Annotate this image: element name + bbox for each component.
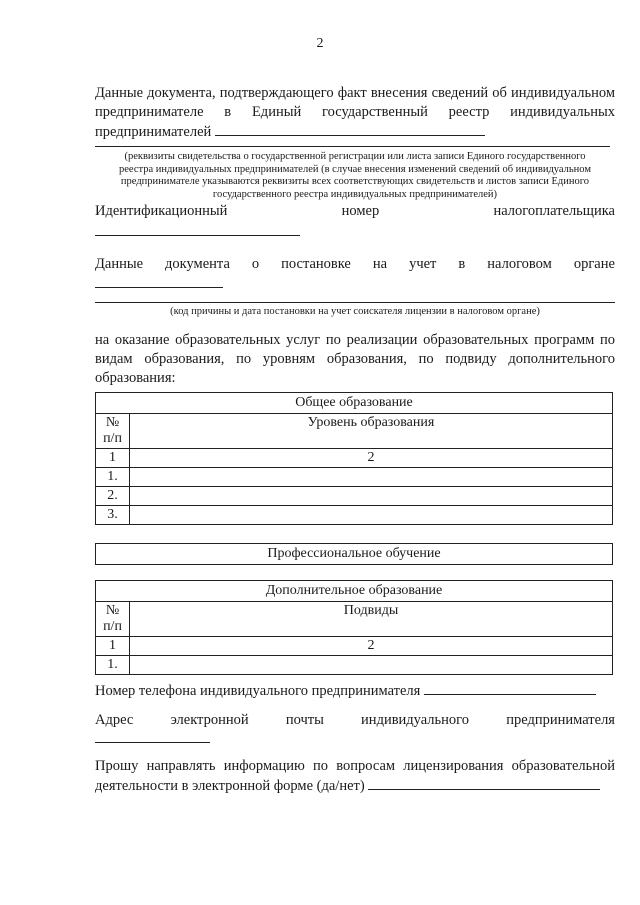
electronic-info-label: деятельности в электронной форме (да/нет) bbox=[95, 778, 365, 794]
general-education-index-1: 1 bbox=[96, 449, 130, 468]
table-row bbox=[96, 487, 613, 506]
registry-data-label: Данные документа, подтверждающего факт внесения сведений об индивидуальном предпринимателе в Единый государственный реестр индивидуальных предпринимателей bbox=[95, 85, 615, 140]
general-education-index-2: 2 bbox=[130, 449, 613, 468]
additional-education-row-num: 1. bbox=[96, 656, 130, 675]
additional-education-title: Дополнительное образование bbox=[96, 581, 613, 602]
additional-education-index-2: 2 bbox=[130, 637, 613, 656]
additional-education-table bbox=[95, 580, 613, 675]
tin-field[interactable] bbox=[95, 235, 300, 236]
tax-registration-caption: (код причины и дата постановки на учет соискателя лицензии в налоговом органе) bbox=[170, 306, 540, 317]
general-education-row-value[interactable] bbox=[130, 468, 613, 487]
services-paragraph: на оказание образовательных услуг по реализации образовательных программ по видам образования, по уровням образования, по подвиду дополнительного образования: bbox=[95, 332, 615, 386]
tin-label: Идентификационный номер налогоплательщика bbox=[95, 203, 615, 219]
general-education-row-num: 1. bbox=[96, 468, 130, 487]
general-education-title: Общее образование bbox=[96, 393, 613, 414]
additional-education-col-name: Подвиды bbox=[130, 602, 613, 637]
page-number: 2 bbox=[316, 36, 324, 51]
registry-data-paragraph bbox=[95, 84, 615, 142]
general-education-col-name: Уровень образования bbox=[130, 414, 613, 449]
additional-education-index-1: 1 bbox=[96, 637, 130, 656]
tax-registration-field[interactable] bbox=[95, 287, 223, 288]
registry-data-field-line[interactable] bbox=[95, 146, 610, 147]
table-row bbox=[96, 506, 613, 525]
email-field[interactable] bbox=[95, 742, 210, 743]
general-education-col-num: № п/п bbox=[96, 414, 130, 449]
general-education-table bbox=[95, 392, 613, 525]
general-education-row-value[interactable] bbox=[130, 487, 613, 506]
professional-training-title: Профессиональное обучение bbox=[96, 544, 613, 565]
tax-registration-field-line[interactable] bbox=[95, 302, 615, 303]
table-row bbox=[96, 468, 613, 487]
email-label: Адрес электронной почты индивидуального предпринимателя bbox=[95, 712, 615, 728]
electronic-info-row bbox=[95, 776, 615, 795]
registry-data-field[interactable] bbox=[215, 122, 485, 136]
general-education-row-num: 3. bbox=[96, 506, 130, 525]
phone-row bbox=[95, 681, 615, 700]
registry-data-caption: (реквизиты свидетельства о государственной регистрации или листа записи Единого государственного реестра индивидуальных предпринимателей (в случае внесения изменений сведений об индивидуальном предпринимателе указываются реквизиты всех соответствующих свидетельств и листов записи Единого государственного реестра индивидуальных предпринимателей) bbox=[118, 151, 591, 200]
electronic-info-field[interactable] bbox=[368, 776, 600, 790]
electronic-info-line1: Прошу направлять информацию по вопросам лицензирования образовательной bbox=[95, 758, 615, 774]
table-row bbox=[96, 656, 613, 675]
additional-education-col-num: № п/п bbox=[96, 602, 130, 637]
general-education-row-value[interactable] bbox=[130, 506, 613, 525]
phone-label: Номер телефона индивидуального предпринимателя bbox=[95, 683, 421, 699]
additional-education-row-value[interactable] bbox=[130, 656, 613, 675]
professional-training-table bbox=[95, 543, 613, 565]
phone-field[interactable] bbox=[424, 681, 596, 695]
general-education-row-num: 2. bbox=[96, 487, 130, 506]
tax-registration-label: Данные документа о постановке на учет в налоговом органе bbox=[95, 256, 615, 272]
